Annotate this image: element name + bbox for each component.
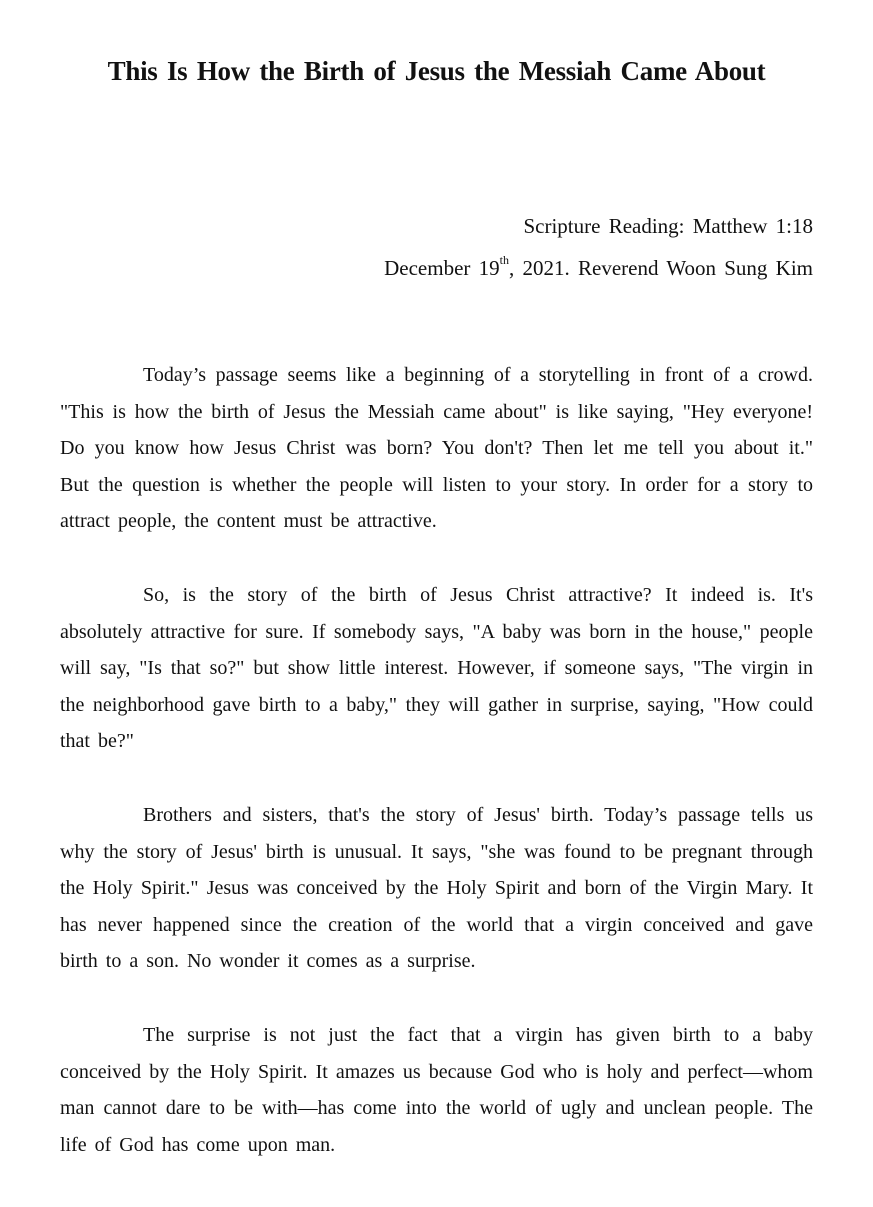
sermon-body: [60, 357, 813, 1200]
sermon-date-author: [384, 247, 813, 289]
paragraph-1: Today’s passage seems like a beginning of a storytelling in front of a crowd. "This is how the birth of Jesus the Messiah came about" is like saying, "Hey everyone! Do you know how Jesus Christ was born? You don't? Then let me tell you about it." But the question is whether the people will listen to your story. In order for a story to attract people, the content must be attractive.: [60, 364, 813, 533]
document-title: This Is How the Birth of Jesus the Messiah Came About: [107, 56, 766, 86]
paragraph-3: Brothers and sisters, that's the story of Jesus' birth. Today’s passage tells us why the story of Jesus' birth is unusual. It says, "she was found to be pregnant through the Holy Spirit." Jesus was conceived by the Holy Spirit and born of the Virgin Mary. It has never happened since the creation of the world that a virgin conceived and gave birth to a son. No wonder it comes as a surprise.: [60, 803, 813, 973]
sermon-meta: [384, 205, 813, 289]
date-day: December 19: [384, 256, 500, 280]
date-suffix: th: [499, 253, 509, 267]
scripture-reading: Scripture Reading: Matthew 1:18: [523, 214, 813, 238]
paragraph-2: So, is the story of the birth of Jesus Christ attractive? It indeed is. It's absolutely attractive for sure. If somebody says, "A baby was born in the house," people will say, "Is that so?" but show little interest. However, if someone says, "The virgin in the neighborhood gave birth to a baby," they will gather in surprise, saying, "How could that be?": [60, 583, 813, 753]
date-rest: , 2021. Reverend Woon Sung Kim: [509, 256, 813, 280]
paragraph-4: The surprise is not just the fact that a virgin has given birth to a baby conceived by the Holy Spirit. It amazes us because God who is holy and perfect—whom man cannot dare to be with—has come into the world of ugly and unclean people. The life of God has come upon man.: [60, 1023, 813, 1156]
